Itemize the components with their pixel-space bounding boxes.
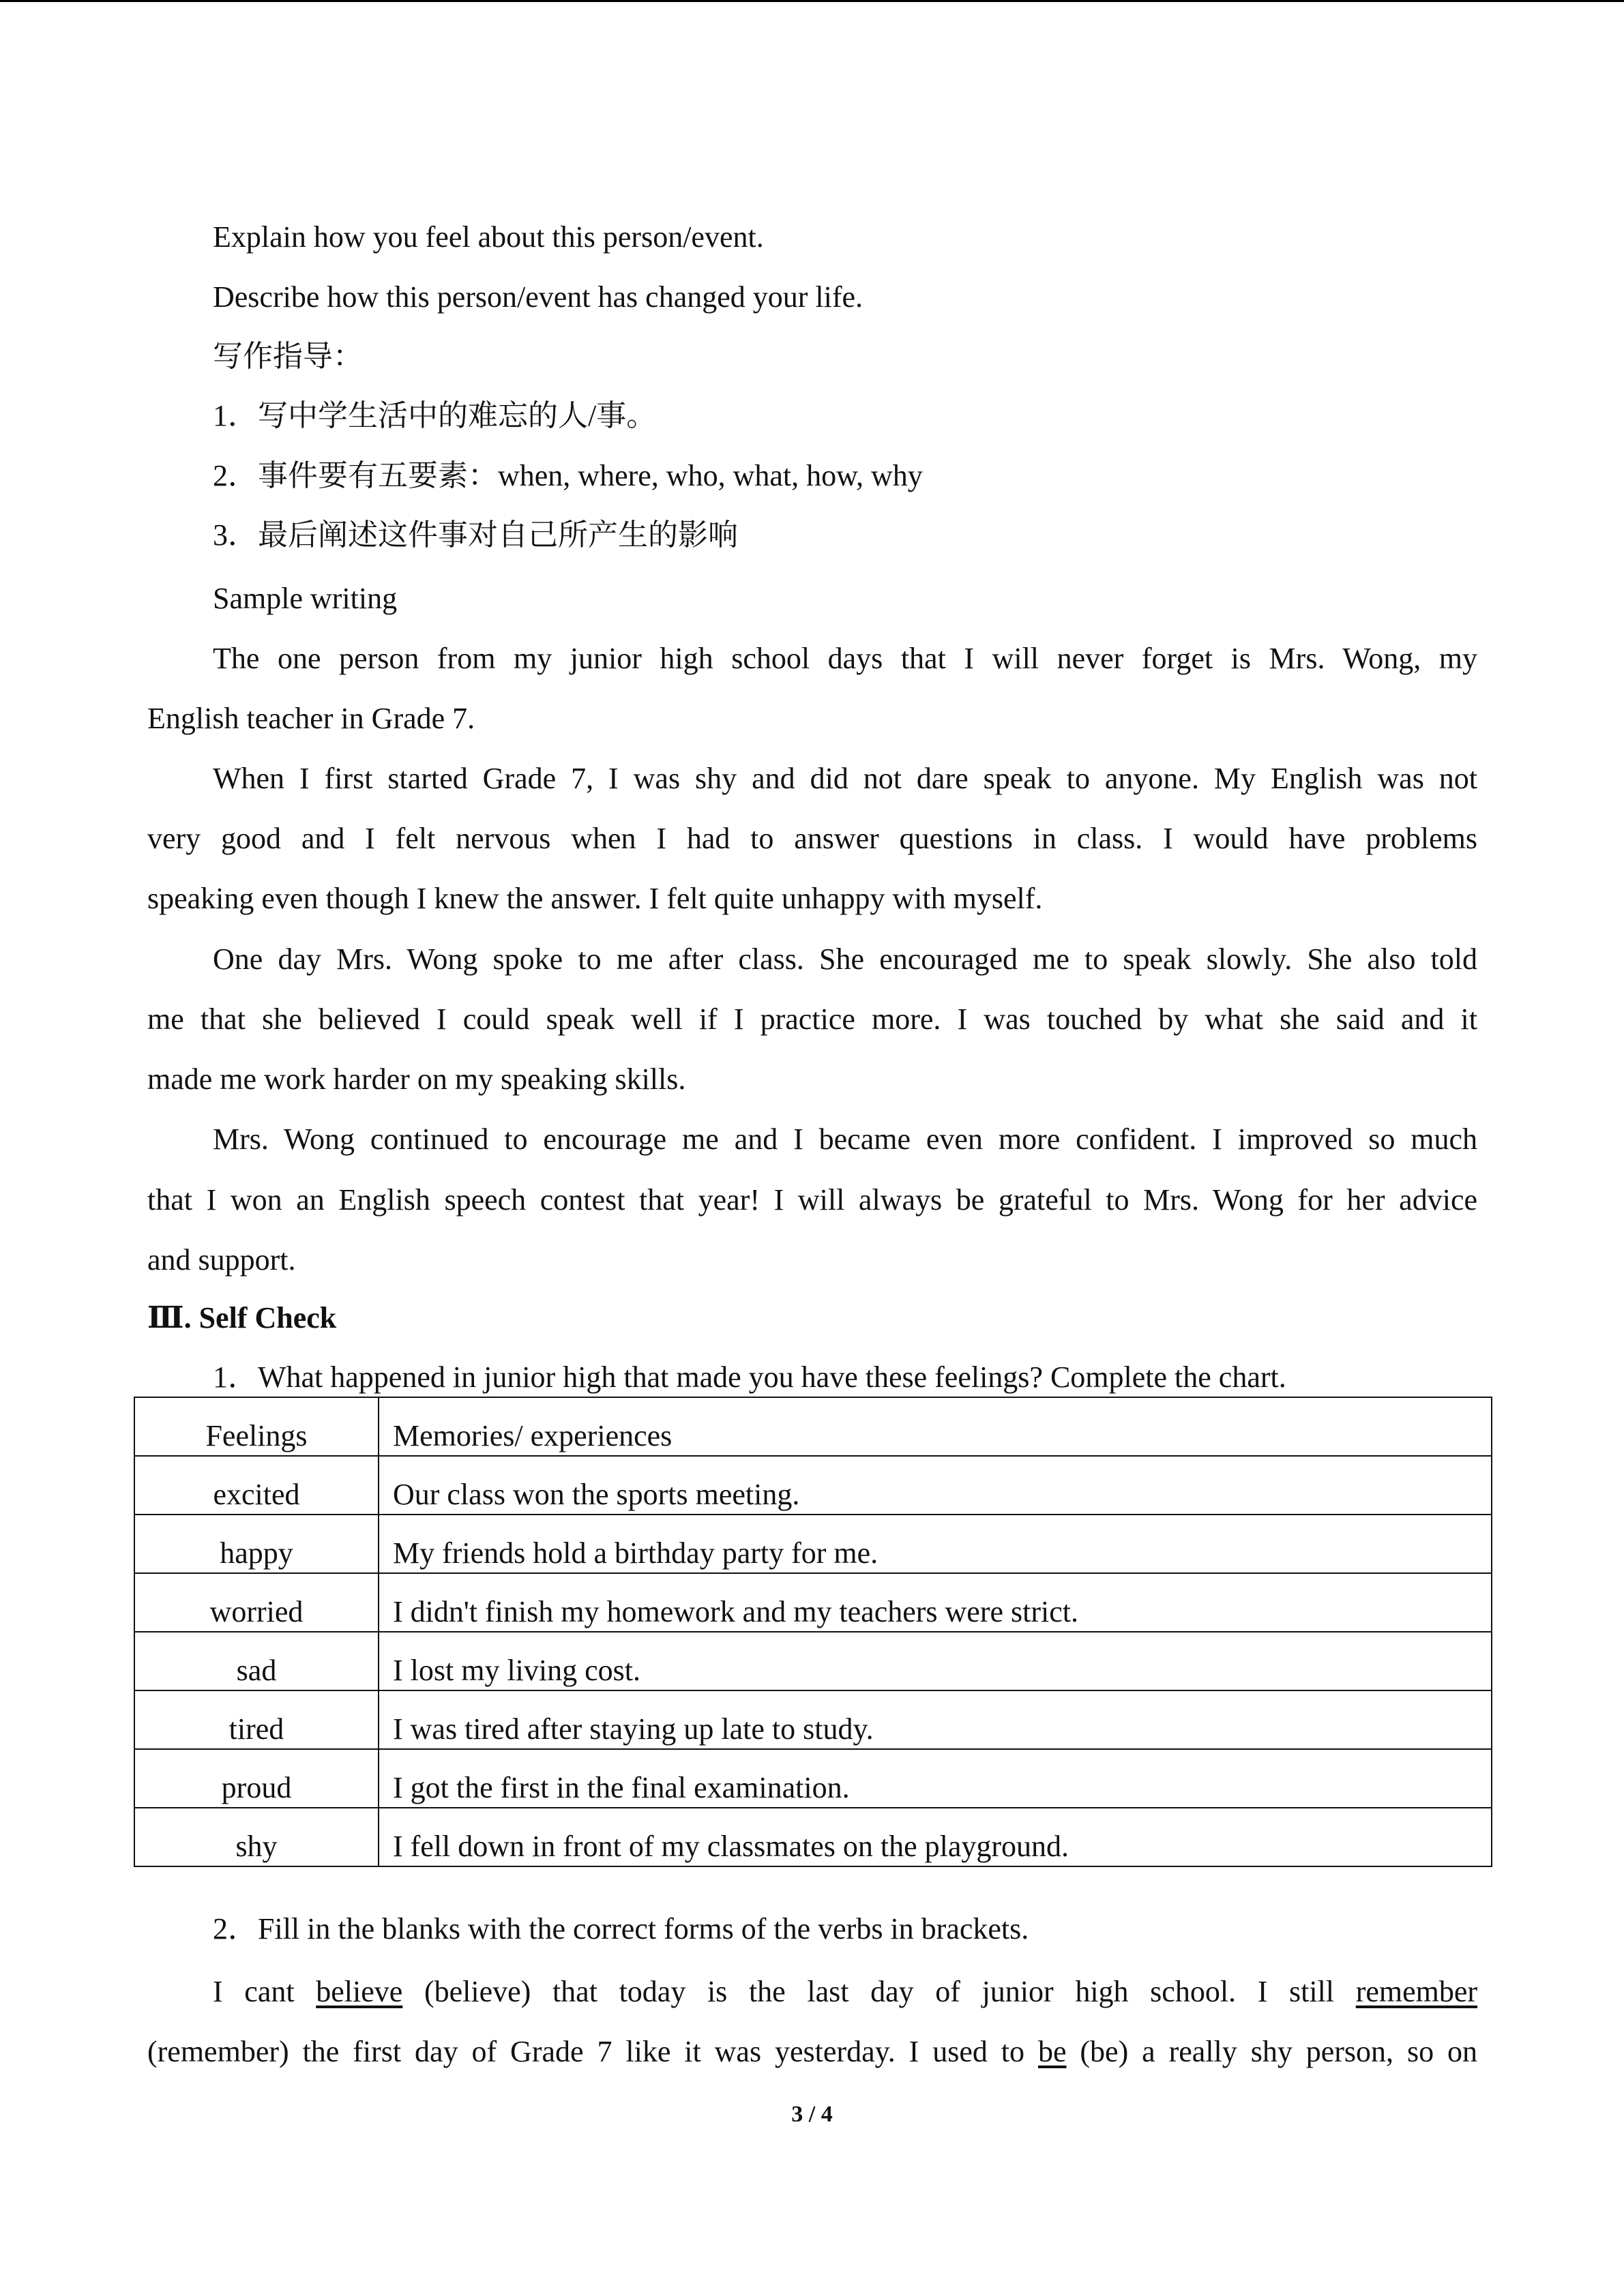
table-row [134,1632,1492,1690]
feeling-cell: sad [134,1632,379,1690]
writing-guide-title: 写作指导： [213,340,363,373]
fill-text: (remember) the first day of Grade 7 like it was yesterday. I used to [147,2035,1025,2068]
header-cell: Memories/ experiences [379,1397,1492,1456]
sample-paragraph-line: English teacher in Grade 7. [147,702,475,735]
memory-cell: I fell down in front of my classmates on the playground. [379,1808,1492,1866]
sample-paragraph-line: One day Mrs. Wong spoke to me after class. She encouraged me to speak slowly. She also told [213,942,1477,976]
header-cell: Feelings [134,1397,379,1456]
feeling-cell: tired [134,1690,379,1749]
memory-cell: I didn't finish my homework and my teachers were strict. [379,1573,1492,1632]
memory-cell: I got the first in the final examination. [379,1749,1492,1808]
page-number: 3 / 4 [791,2102,833,2127]
question-2: 2．Fill in the blanks with the correct forms of the verbs in brackets. [213,1912,1029,1945]
sample-writing-title: Sample writing [213,582,398,615]
answer-remember: remember [1355,1975,1478,2008]
feeling-cell: happy [134,1515,379,1573]
fill-text: (believe) that today is the last day of junior high school. I still [424,1975,1335,2008]
table-row [134,1690,1492,1749]
sample-paragraph-line: made me work harder on my speaking skills. [147,1062,686,1096]
feelings-chart [134,1397,1492,1867]
feeling-cell: worried [134,1573,379,1632]
memory-cell: Our class won the sports meeting. [379,1456,1492,1515]
sample-paragraph-line: and support. [147,1243,296,1277]
memory-cell: My friends hold a birthday party for me. [379,1515,1492,1573]
fill-text: t [286,1975,295,2008]
table-row [134,1456,1492,1515]
answer-believe: believe [316,1975,403,2008]
table-row [134,1808,1492,1866]
sample-paragraph-line: me that she believed I could speak well if I practice more. I was touched by what she said and it [147,1002,1477,1036]
memory-cell: I was tired after staying up late to study. [379,1690,1492,1749]
guide-line: Explain how you feel about this person/event. [213,220,764,254]
feeling-cell: excited [134,1456,379,1515]
fill-blank-line [147,2031,1477,2072]
table-header-row [134,1397,1492,1456]
table-row [134,1573,1492,1632]
feeling-cell: shy [134,1808,379,1866]
question-1: 1．What happened in junior high that made you have these feelings? Complete the chart. [213,1360,1286,1394]
sample-paragraph-line: Mrs. Wong continued to encourage me and I became even more confident. I improved so much [213,1122,1477,1156]
feeling-cell: proud [134,1749,379,1808]
sample-paragraph-line: that I won an English speech contest that year! I will always be grateful to Mrs. Wong for her advice [147,1183,1477,1217]
sample-paragraph-line: The one person from my junior high school days that I will never forget is Mrs. Wong, my [213,642,1477,675]
table-row [134,1749,1492,1808]
table-row [134,1515,1492,1573]
sample-paragraph-line: speaking even though I knew the answer. I felt quite unhappy with myself. [147,882,1043,915]
memory-cell: I lost my living cost. [379,1632,1492,1690]
answer-be: be [1037,2035,1067,2068]
guide-point: 3．最后阐述这件事对自己所产生的影响 [213,518,738,552]
guide-point: 1．写中学生活中的难忘的人/事。 [213,399,657,432]
guide-point: 2．事件要有五要素：when, where, who, what, how, why [213,459,923,492]
guide-line: Describe how this person/event has changed your life. [213,280,863,314]
sample-paragraph-line: When I first started Grade 7, I was shy and did not dare speak to anyone. My English was not [213,762,1477,795]
fill-text: (be) a really shy person, so on [1080,2035,1478,2068]
top-border-line [0,0,1624,2]
fill-blank-line [213,1971,1477,2012]
sample-paragraph-line: very good and I felt nervous when I had to answer questions in class. I would have problems [147,822,1477,855]
fill-text: I can [213,1975,286,2008]
section-heading: Ⅲ. Self Check [147,1301,337,1335]
